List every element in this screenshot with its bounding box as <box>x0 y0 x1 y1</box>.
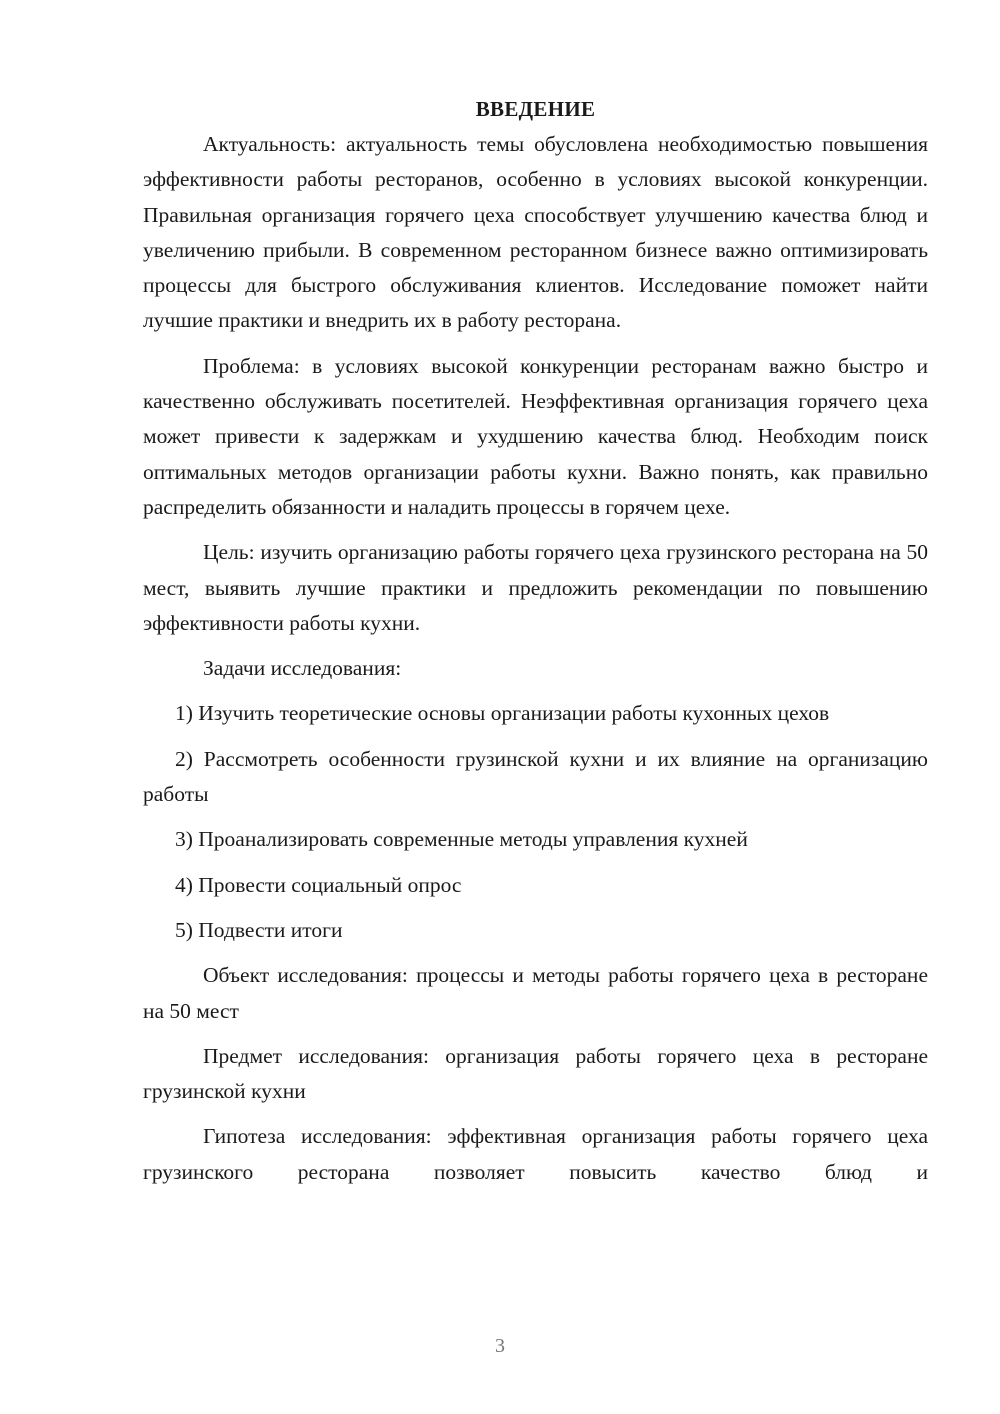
list-item: 5) Подвести итоги <box>175 917 343 942</box>
paragraph-object: Объект исследования: процессы и методы работы горячего цеха в ресторане на 50 мест <box>143 963 928 1023</box>
list-item: 1) Изучить теоретические основы организации работы кухонных цехов <box>175 701 830 726</box>
tasks-title: Задачи исследования: <box>203 656 402 681</box>
page-number: 3 <box>495 1335 505 1357</box>
paragraph-problem: Проблема: в условиях высокой конкуренции ресторанам важно быстро и качественно обслуживать посетителей. Неэффективная организация горячего цеха может привести к задержкам и ухудшению качества блюд. Необходим поиск оптимальных методов организации работы кухни. Важно понять, как правильно распределить обязанности и наладить процессы в горячем цехе. <box>143 353 928 519</box>
paragraph-hypothesis: Гипотеза исследования: эффективная организация работы горячего цеха грузинского ресторана позволяет повысить качество блюд и <box>143 1124 928 1184</box>
document-page <box>143 92 928 1190</box>
paragraph-goal: Цель: изучить организацию работы горячего цеха грузинского ресторана на 50 мест, выявить лучшие практики и предложить рекомендации по повышению эффективности работы кухни. <box>143 540 928 635</box>
list-item: 4) Провести социальный опрос <box>175 872 462 897</box>
list-item: 3) Проанализировать современные методы управления кухней <box>175 827 748 852</box>
paragraph-relevance: Актуальность: актуальность темы обусловлена необходимостью повышения эффективности работы ресторанов, особенно в условиях высокой конкуренции. Правильная организация горячего цеха способствует улучшению качества блюд и увеличению прибыли. В современном ресторанном бизнесе важно оптимизировать процессы для быстрого обслуживания клиентов. Исследование поможет найти лучшие практики и внедрить их в работу ресторана. <box>143 132 928 333</box>
list-item: 2) Рассмотреть особенности грузинской кухни и их влияние на организацию работы <box>143 746 928 807</box>
section-heading: ВВЕДЕНИЕ <box>475 97 596 121</box>
paragraph-subject: Предмет исследования: организация работы горячего цеха в ресторане грузинской кухни <box>143 1043 928 1104</box>
